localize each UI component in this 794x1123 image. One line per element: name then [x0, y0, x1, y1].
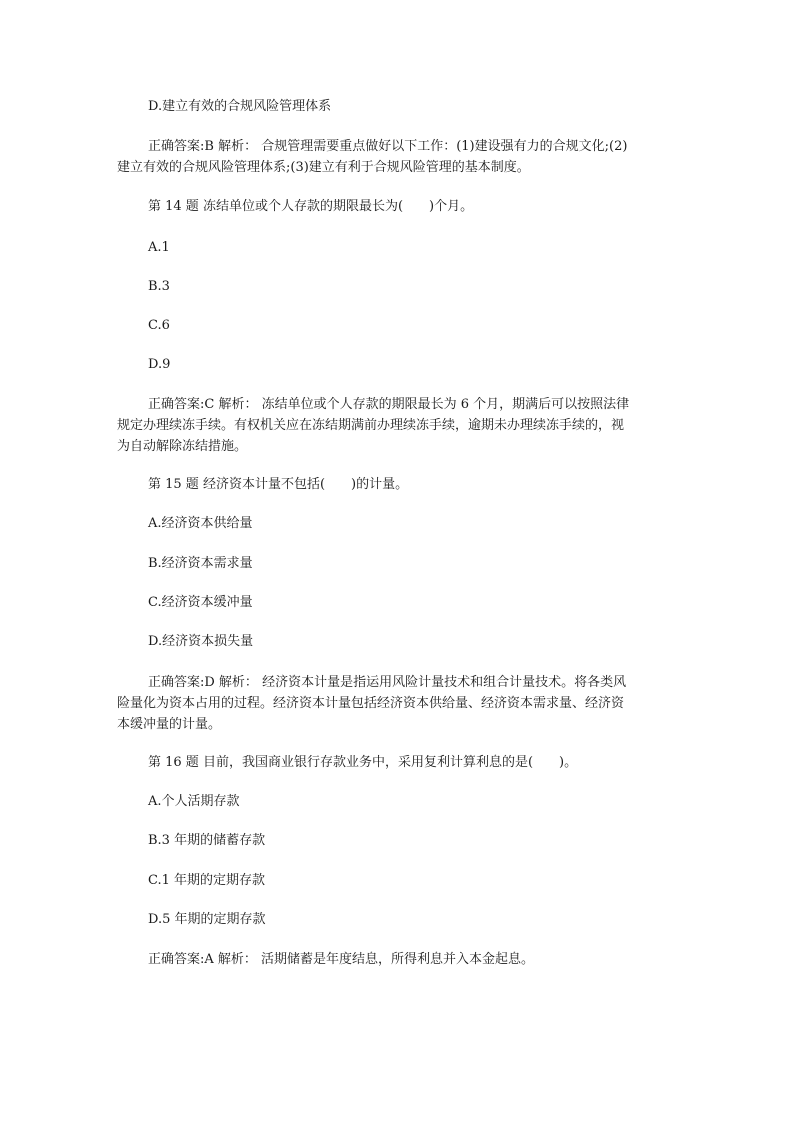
q16-option-d: D.5 年期的定期存款 [148, 912, 266, 927]
q13-answer-line-1: 正确答案:B 解析： 合规管理需要重点做好以下工作：(1)建设强有力的合规文化;(2) [148, 139, 628, 154]
q13-answer-line-2: 建立有效的合规风险管理体系;(3)建立有利于合规风险管理的基本制度。 [117, 160, 530, 175]
q15-answer-line-3: 本缓冲量的计量。 [117, 717, 222, 732]
q16-option-c: C.1 年期的定期存款 [148, 873, 266, 888]
q14-option-b: B.3 [148, 279, 170, 294]
q15-option-d: D.经济资本损失量 [148, 634, 254, 649]
q15-option-b: B.经济资本需求量 [148, 556, 253, 571]
q15-option-c: C.经济资本缓冲量 [148, 595, 253, 610]
q16-option-b: B.3 年期的储蓄存款 [148, 833, 266, 848]
q14-answer-line-2: 规定办理续冻手续。有权机关应在冻结期满前办理续冻手续，逾期未办理续冻手续的，视 [117, 418, 625, 433]
q14-answer-line-3: 为自动解除冻结措施。 [117, 439, 248, 454]
q16-option-a: A.个人活期存款 [148, 794, 240, 809]
q15-title: 第 15 题 经济资本计量不包括( )的计量。 [148, 477, 409, 492]
q14-option-a: A.1 [148, 240, 170, 255]
q16-answer: 正确答案:A 解析： 活期储蓄是年度结息，所得利息并入本金起息。 [148, 952, 535, 967]
q14-option-d: D.9 [148, 357, 171, 372]
q14-answer-line-1: 正确答案:C 解析： 冻结单位或个人存款的期限最长为 6 个月，期满后可以按照法律 [148, 397, 630, 412]
q15-answer [117, 672, 677, 735]
q16-title: 第 16 题 目前，我国商业银行存款业务中，采用复利计算利息的是( )。 [148, 755, 578, 770]
q15-answer-line-1: 正确答案:D 解析： 经济资本计量是指运用风险计量技术和组合计量技术。将各类风 [148, 675, 627, 690]
q14-answer [117, 394, 677, 457]
q15-option-a: A.经济资本供给量 [148, 516, 253, 531]
q14-title: 第 14 题 冻结单位或个人存款的期限最长为( )个月。 [148, 199, 474, 214]
q13-answer [117, 136, 677, 178]
q15-answer-line-2: 险量化为资本占用的过程。经济资本计量包括经济资本供给量、经济资本需求量、经济资 [117, 696, 625, 711]
q13-option-d: D.建立有效的合规风险管理体系 [148, 99, 332, 114]
q14-option-c: C.6 [148, 318, 170, 333]
